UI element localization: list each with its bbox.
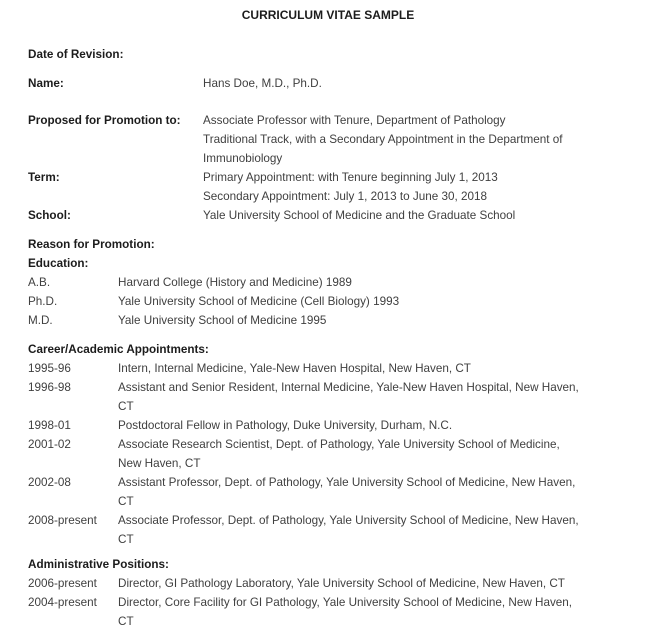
entry-description [118, 435, 628, 473]
entry-description [118, 473, 628, 511]
entry-line: New Haven, CT [118, 457, 201, 470]
document-title: CURRICULUM VITAE SAMPLE [241, 8, 415, 22]
field-value-line: Associate Professor with Tenure, Department of Pathology [203, 114, 506, 127]
entry-description [118, 311, 628, 330]
career-entry [28, 473, 628, 511]
entry-description [118, 292, 628, 311]
administrative-entry [28, 593, 628, 631]
field-row-school [28, 206, 628, 225]
section-administrative-positions [28, 555, 628, 631]
administrative-entry [28, 574, 628, 593]
field-row-date-of-revision [28, 45, 628, 64]
entry-line: Assistant Professor, Dept. of Pathology, Yale University School of Medicine, New Haven, [118, 476, 576, 489]
entry-term: 2002-08 [28, 476, 71, 489]
field-value-line: Hans Doe, M.D., Ph.D. [203, 77, 322, 90]
section-education [28, 254, 628, 330]
career-entry [28, 435, 628, 473]
field-value-proposed-promotion [203, 111, 628, 168]
field-value-term [203, 168, 628, 206]
entry-term: 2008-present [28, 514, 97, 527]
entry-line: Director, GI Pathology Laboratory, Yale University School of Medicine, New Haven, CT [118, 577, 565, 590]
entry-term: 2001-02 [28, 438, 71, 451]
entry-description [118, 273, 628, 292]
field-value-line: Yale University School of Medicine and the Graduate School [203, 209, 516, 222]
education-entry [28, 292, 628, 311]
education-entry [28, 311, 628, 330]
entry-line: Intern, Internal Medicine, Yale-New Haven Hospital, New Haven, CT [118, 362, 471, 375]
field-row-name [28, 74, 628, 93]
entry-description [118, 359, 628, 378]
entry-line: CT [118, 400, 134, 413]
field-value-school [203, 206, 628, 225]
section-heading-career-academic-appointments: Career/Academic Appointments: [28, 343, 209, 356]
entry-term: 1995-96 [28, 362, 71, 375]
field-label-school: School: [28, 209, 71, 222]
field-row-term [28, 168, 628, 206]
section-heading-administrative-positions: Administrative Positions: [28, 558, 169, 571]
field-label-term: Term: [28, 171, 60, 184]
field-label-name: Name: [28, 77, 64, 90]
entry-line: Associate Professor, Dept. of Pathology, Yale University School of Medicine, New Haven, [118, 514, 579, 527]
entry-term: 2004-present [28, 596, 97, 609]
entry-line: Associate Research Scientist, Dept. of Pathology, Yale University School of Medicine, [118, 438, 560, 451]
field-value-name [203, 74, 628, 93]
field-label-proposed-promotion: Proposed for Promotion to: [28, 114, 181, 127]
education-entry [28, 273, 628, 292]
entry-term: 1998-01 [28, 419, 71, 432]
field-value-line: Immunobiology [203, 152, 283, 165]
entry-description [118, 511, 628, 549]
career-entry [28, 359, 628, 378]
field-value-line: Secondary Appointment: July 1, 2013 to June 30, 2018 [203, 190, 487, 203]
career-entry [28, 416, 628, 435]
entry-term: 2006-present [28, 577, 97, 590]
entry-line: Harvard College (History and Medicine) 1989 [118, 276, 352, 289]
entry-line: CT [118, 533, 134, 546]
entry-term: Ph.D. [28, 295, 58, 308]
field-value-line: Traditional Track, with a Secondary Appointment in the Department of [203, 133, 563, 146]
section-heading-education: Education: [28, 257, 89, 270]
field-value-date-of-revision [203, 45, 628, 64]
section-heading-reason-for-promotion: Reason for Promotion: [28, 238, 155, 251]
entry-term: A.B. [28, 276, 51, 289]
entry-term: M.D. [28, 314, 53, 327]
entry-line: Director, Core Facility for GI Pathology, Yale University School of Medicine, New Haven, [118, 596, 573, 609]
entry-line: Yale University School of Medicine (Cell Biology) 1993 [118, 295, 400, 308]
section-reason-for-promotion [28, 235, 628, 254]
career-entry [28, 378, 628, 416]
entry-description [118, 416, 628, 435]
entry-term: 1996-98 [28, 381, 71, 394]
entry-description [118, 593, 628, 631]
entry-line: Assistant and Senior Resident, Internal Medicine, Yale-New Haven Hospital, New Haven, [118, 381, 579, 394]
career-entry [28, 511, 628, 549]
field-value-line: Primary Appointment: with Tenure beginning July 1, 2013 [203, 171, 498, 184]
entry-description [118, 378, 628, 416]
field-label-date-of-revision: Date of Revision: [28, 48, 124, 61]
entry-line: Postdoctoral Fellow in Pathology, Duke University, Durham, N.C. [118, 419, 453, 432]
entry-line: CT [118, 495, 134, 508]
section-career-academic-appointments [28, 340, 628, 549]
entry-description [118, 574, 628, 593]
entry-line: Yale University School of Medicine 1995 [118, 314, 327, 327]
field-row-proposed-promotion [28, 111, 628, 168]
entry-line: CT [118, 615, 134, 628]
